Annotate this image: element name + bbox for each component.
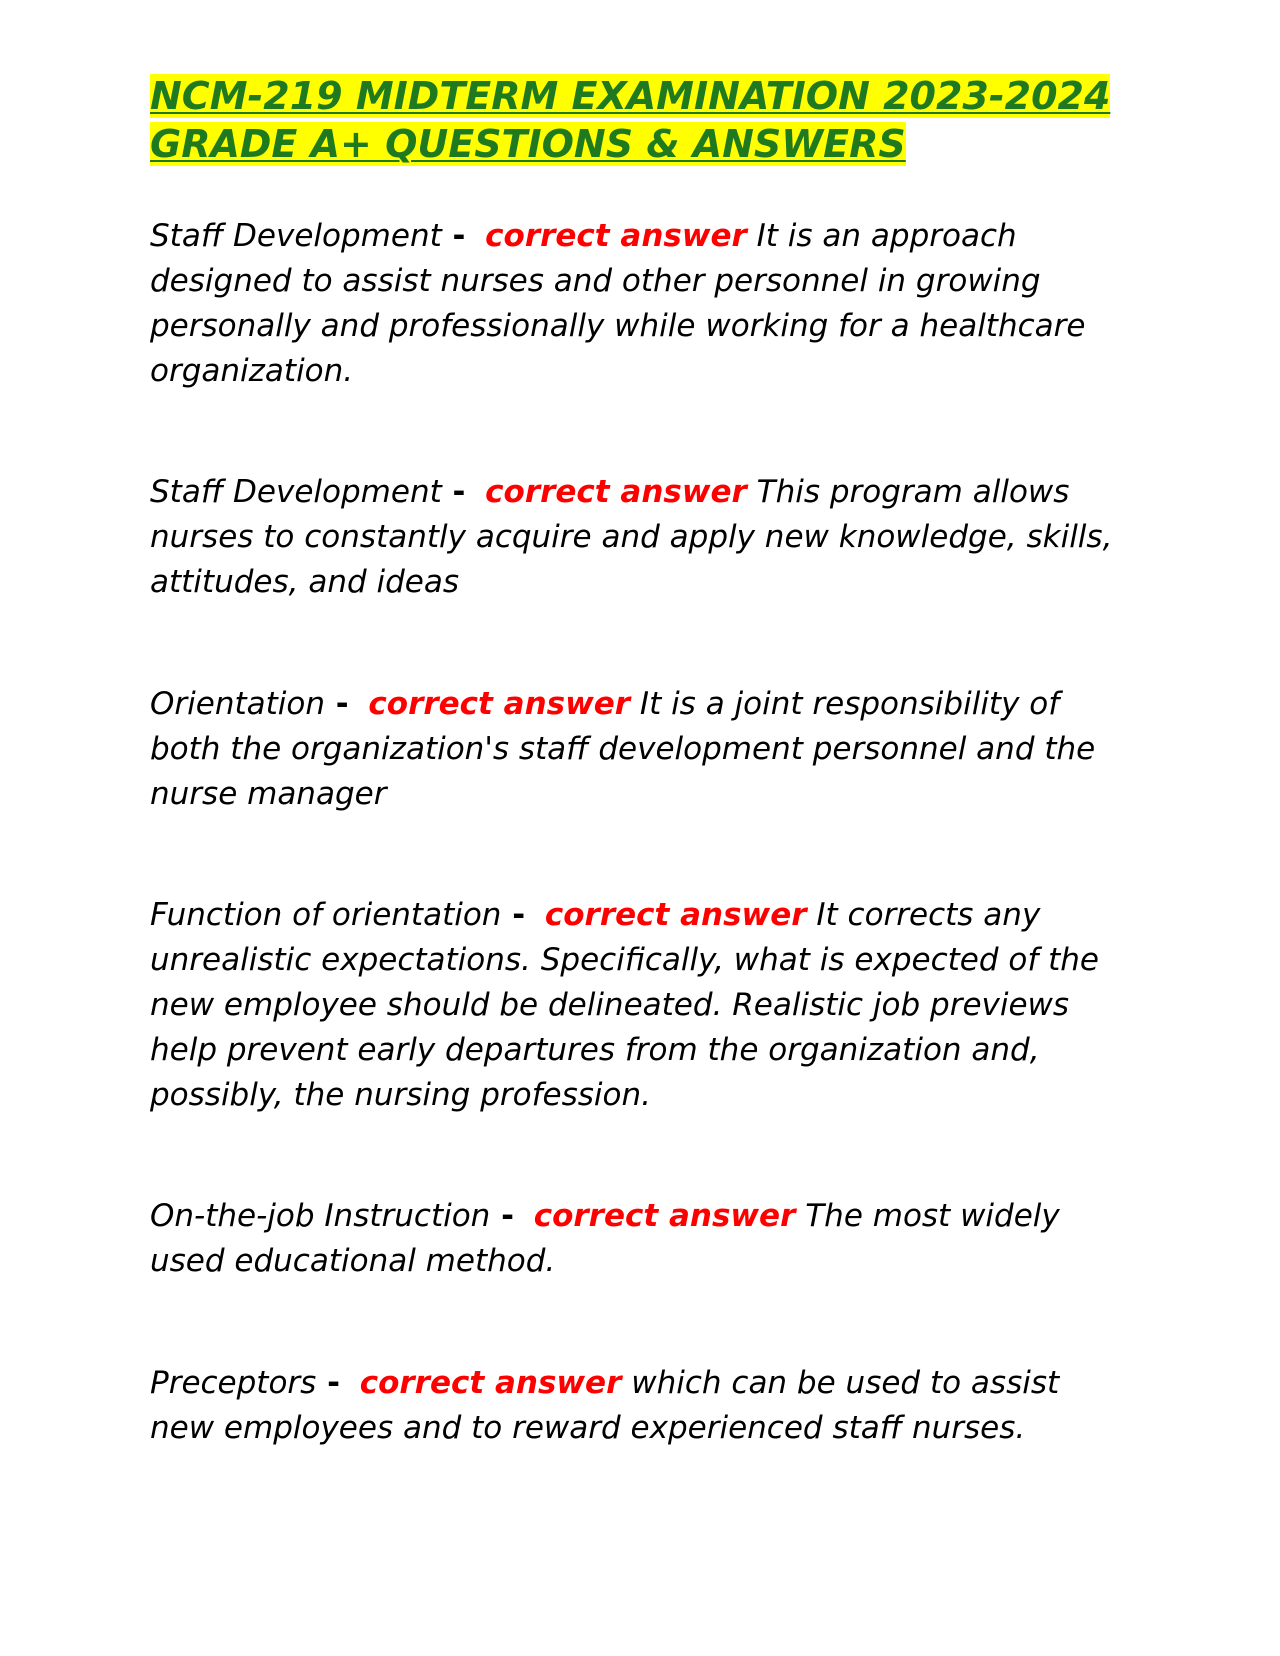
- correct-answer-label: correct answer: [485, 474, 747, 510]
- correct-answer-label: correct answer: [368, 686, 631, 722]
- entry-term: Orientation: [150, 686, 326, 722]
- qa-entry-orientation: [150, 682, 1130, 817]
- correct-answer-label: correct answer: [485, 218, 747, 254]
- correct-answer-label: correct answer: [533, 1198, 796, 1234]
- entry-answer: This program allows nurses to constantly acquire and apply new knowledge, skills, attitudes, and ideas: [150, 474, 1113, 600]
- entry-separator: -: [325, 686, 349, 722]
- qa-entry-staff-development-1: [150, 214, 1130, 394]
- document-title: [150, 72, 1150, 168]
- entry-term: Preceptors: [150, 1365, 317, 1401]
- entry-separator: -: [441, 474, 466, 510]
- entry-term: On-the-job Instruction: [150, 1198, 491, 1234]
- qa-entry-function-of-orientation: [150, 893, 1130, 1118]
- entry-answer: It corrects any unrealistic expectations. Specifically, what is expected of the new employee should be delineated. Realistic job previews help prevent early departures from the organization and, possibly, the nursing profession.: [150, 897, 1099, 1113]
- entry-answer: It is a joint responsibility of both the organization's staff development personnel and the nurse manager: [150, 686, 1096, 812]
- entry-separator: -: [441, 218, 466, 254]
- qa-entry-on-the-job-instruction: [150, 1194, 1130, 1284]
- entry-term: Staff Development: [150, 474, 442, 510]
- entry-answer: The most widely used educational method.: [150, 1198, 1060, 1279]
- qa-entry-staff-development-2: [150, 470, 1130, 605]
- entry-term: Function of orientation: [150, 897, 502, 933]
- correct-answer-label: correct answer: [359, 1365, 622, 1401]
- entry-term: Staff Development: [150, 218, 442, 254]
- entry-answer: which can be used to assist new employees and to reward experienced staff nurses.: [150, 1365, 1060, 1446]
- qa-entry-preceptors: [150, 1361, 1130, 1451]
- entry-separator: -: [490, 1198, 514, 1234]
- entry-separator: -: [316, 1365, 340, 1401]
- correct-answer-label: correct answer: [544, 897, 807, 933]
- entry-answer: It is an approach designed to assist nurses and other personnel in growing personally and professionally while working for a healthcare organization.: [150, 218, 1086, 389]
- title-highlight: NCM-219 MIDTERM EXAMINATION 2023-2024 GRADE A+ QUESTIONS & ANSWERS: [150, 74, 1111, 166]
- entry-separator: -: [501, 897, 526, 933]
